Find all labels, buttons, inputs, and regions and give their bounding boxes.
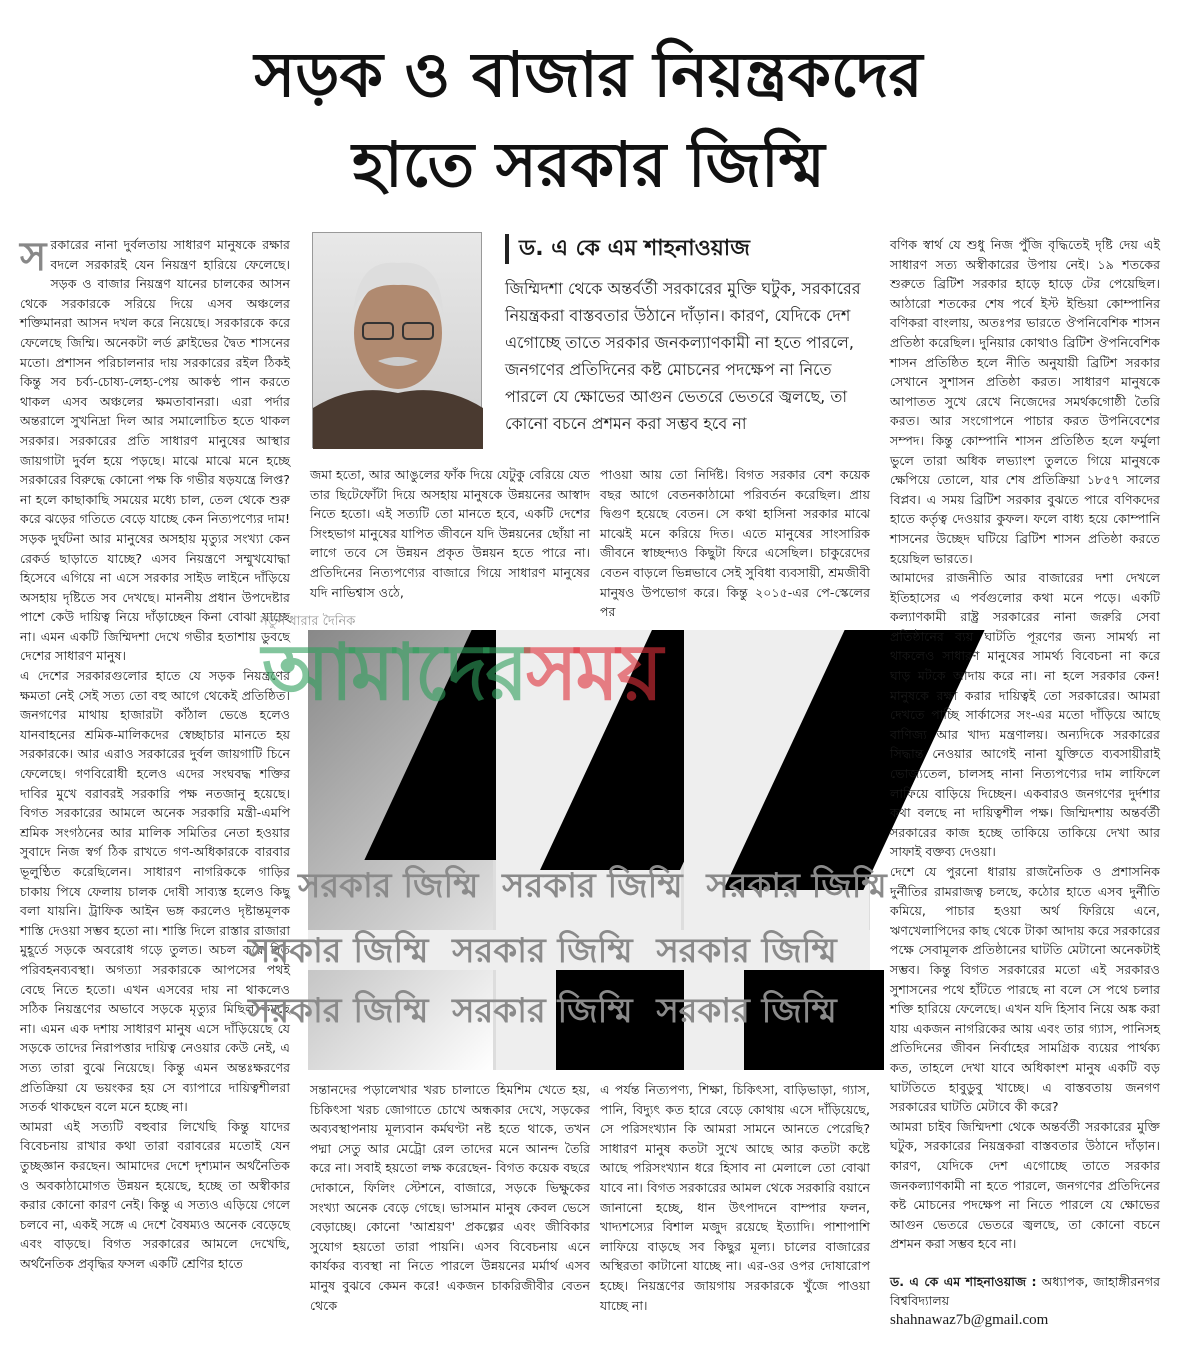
illustration-text: সরকার জিম্মি xyxy=(656,931,837,971)
illustration-text: সরকার জিম্মি xyxy=(656,991,837,1031)
column-1 xyxy=(20,235,290,1340)
illustration-text: সরকার জিম্মি xyxy=(298,866,479,906)
pull-quote: জিম্মিদশা থেকে অন্তর্বর্তী সরকারের মুক্তি ঘটুক, সরকারের নিয়ন্ত্রকরা বাস্তবতার উঠানে দাঁড়ান। কারণ, যেদিকে দেশ এগোচ্ছে তাতে সরকার জনকল্যাণকামী না হতে পারলে, জনগণের প্রতিদিনের কষ্ট মোচনের পদক্ষেপ না নিতে পারলে যে ক্ষোভের আগুন ভেতরে ভেতরে জ্বলছে, তা কোনো বচনে প্রশমন করা সম্ভব হবে না xyxy=(505,279,861,433)
paragraph: রকারের নানা দুর্বলতায় সাধারণ মানুষকে রক্ষার বদলে সরকারই যেন নিয়ন্ত্রণ হারিয়ে ফেলেছে। সড়ক ও বাজার নিয়ন্ত্রণ যানের চালকের আসন থেকে সরকারকে সরিয়ে দিয়ে এসব অঞ্চলের শক্তিমানরা আসন দখল করে নিয়েছে। সরকারকে করে ফেলেছে জিম্মি। অনেকটা লর্ড ক্লাইভের দ্বৈত শাসনের মতো। প্রশাসন পরিচালনার দায় সরকারের রইল ঠিকই কিন্তু সব চর্ব্য-চোষ্য-লেহ্য-পেয় আকণ্ঠ পান করতে থাকল এসব অঞ্চলের ক্ষমতাবানরা। এরা পর্দার অন্তরালে সুখনিদ্রা দিল আর সমালোচিত হতে থাকল সরকার। সরকারের প্রতি সাধারণ মানুষের আস্থার জায়গাটা দুর্বল হয়ে পড়ছে। মাঝে মাঝে মনে হচ্ছে সরকারের বিরুদ্ধে কোনো পক্ষ কি গভীর ষড়যন্ত্রে লিপ্ত? না হলে কাছাকাছি সময়ের মধ্যে চাল, তেল থেকে শুরু করে ঝড়ের গতিতে বেড়ে যাচ্ছে কেন নিত্যপণ্যের দাম! সড়ক দুর্ঘটনা আর মানুষের অসহায় মৃত্যুর সংখ্যা কেন রেকর্ড ছাড়াতে যাচ্ছে? এসব নিয়ন্ত্রণে সম্মুখযোদ্ধা হিসেবে এগিয়ে না এসে সরকার সাইড লাইনে দাঁড়িয়ে অসহায় দৃষ্টিতে সব দেখছে। মাননীয় প্রধান উপদেষ্টার পাশে কেউ দায়িত্ব নিয়ে দাঁড়াচ্ছেন কিনা বোঝা যাচ্ছে না। এমন একটি জিম্মিদশা দেখে গভীর হতাশায় ডুবছে দেশের সাধারণ মানুষ। xyxy=(20,237,290,664)
illustration-text: সরকার জিম্মি xyxy=(452,991,633,1031)
paragraph: আমাদের রাজনীতি আর বাজারের দশা দেখলে ইতিহাসের এ পর্বগুলোর কথা মনে পড়ে। একটি কল্যাণকামী রাষ্ট্র সরকারের নানা জরুরি সেবা প্রতিষ্ঠানের ব্যয় ঘাটতি পূরণের জন্য সামর্থ্য না থাকলেও সাধারণ মানুষের সামর্থ্য বিবেচনা না করে ঘাড় মটকে আদায় করে না। না হলে সরকার কেন! মানুষকে রক্ষা করার দায়িত্বই তো সরকারের। আমরা দেখতে পাচ্ছি সার্কাসের সং-এর মতো দাঁড়িয়ে আছে বাণিজ্য আর খাদ্য মন্ত্রণালয়। অন্যদিকে সরকারের সিদ্ধান্ত নেওয়ার আগেই নানা যুক্তিতে ব্যবসায়ীরাই ভোজ্যতেল, চালসহ নানা নিত্যপণ্যের দাম লাফিলে লাফিয়ে বাড়িয়ে দিচ্ছেন। একবারও জনগণের দুর্দশার কথা বলছে না দায়িত্বশীল পক্ষ। জিম্মিদশায় অন্তর্বর্তী সরকারের কাজ হচ্ছে তাকিয়ে তাকিয়ে দেখা আর সাফাই বক্তব্য দেওয়া। xyxy=(890,570,1160,860)
illustration-text: সরকার জিম্মি xyxy=(248,931,429,971)
paragraph: আমরা চাইব জিম্মিদশা থেকে অন্তর্বর্তী সরকারের মুক্তি ঘটুক, সরকারের নিয়ন্ত্রকরা বাস্তবতার উঠানে দাঁড়ান। কারণ, যেদিকে দেশ এগোচ্ছে তাতে সরকার জনকল্যাণকামী না হতে পারলে, জনগণের প্রতিদিনের কষ্ট মোচনের পদক্ষেপ না নিতে পারলে যে ক্ষোভের আগুন ভেতরে ভেতরে জ্বলছে, তা কোনো বচনে প্রশমন করা সম্ভব হবে না। xyxy=(890,1118,1160,1252)
column-3-bottom: এ পর্যন্ত নিত্যপণ্য, শিক্ষা, চিকিৎসা, বাড়িভাড়া, গ্যাস, পানি, বিদ্যুৎ কত হারে বেড়ে কোথায় এসে দাঁড়িয়েছে, সে পরিসংখ্যান কি আমরা সামনে আনতে পেরেছি? সাধারণ মানুষ কতটা সুখে আছে আর কতটা কষ্টে আছে পরিসংখ্যান ধরে হিসাব না মেলালে তো বোঝা যাবে না। বিগত সরকারের আমল থেকে সরকারি বয়ানে জানানো হচ্ছে, ধান উৎপাদনে বাম্পার ফলন, খাদ্যশস্যের বিশাল মজুদ রয়েছে ইত্যাদি। পাশাপাশি লাফিয়ে বাড়ছে সব কিছুর মূল্য। চালের বাজারের অস্থিরতা কাটানো যাচ্ছে না। এর-ওর ওপর দোষারোপ হচ্ছে। নিয়ন্ত্রণের জায়গায় সরকারকে খুঁজে পাওয়া যাচ্ছে না। xyxy=(600,1082,870,1313)
headline-line-1: সড়ক ও বাজার নিয়ন্ত্রকদের xyxy=(254,38,923,111)
paragraph: দেশে যে পুরনো ধারায় রাজনৈতিক ও প্রশাসনিক দুর্নীতির রামরাজত্ব চলছে, কঠোর হাতে এসব দুর্নীতি কমিয়ে, পাচার হওয়া অর্থ ফিরিয়ে এনে, ঋণখেলাপিদের কাছ থেকে টাকা আদায় করে সরকারের পক্ষে সেবামূলক প্রতিষ্ঠানের ঘাটতি মেটানো অনেকটাই সম্ভব। কিন্তু বিগত সরকারের মতো এই সরকারও সুশাসনের পথে হাঁটতে পারছে না বলে সে পথে চলার শক্তি হারিয়ে ফেলেছে। এখন যদি হিসাব নিয়ে অঙ্ক করা যায় একজন নাগরিকের আয় এবং তার গ্যাস, পানিসহ প্রতিদিনের জীবন নির্বাহের সামগ্রিক ব্যয়ের পার্থক্য কত, তাহলে দেখা যাবে অধিকাংশ মানুষ একটি বড় ঘাটতিতে হাবুডুবু খাচ্ছে। এ বাস্তবতায় জনগণ সরকারের ঘাটতি মেটাবে কী করে? xyxy=(890,864,1160,1115)
drop-cap: স xyxy=(20,234,47,280)
paragraph: এ দেশের সরকারগুলোর হাতে যে সড়ক নিয়ন্ত্রণের ক্ষমতা নেই সেই সত্য তো বহু আগে থেকেই প্রতিষ্ঠিত। জনগণের মাথায় হাজারটা কাঁঠাল ভেঙে হলেও যানবাহনের শ্রমিক-মালিকদের স্বেচ্ছাচার মানতে হয় সরকারকে। আর এরাও সরকারের দুর্বল জায়গাটি চিনে ফেলেছে। গণবিরোধী হলেও এদের সংঘবদ্ধ শক্তির দাবির মুখে বরাবরই সরকারি পক্ষ নতজানু হয়েছে। বিগত সরকারের আমলে অনেক সরকারি মন্ত্রী-এমপি শ্রমিক সংগঠনের আর মালিক সমিতির নেতা হওয়ার সুবাদে নিজ স্বর্গ ঠিক রাখতে গণ-অধিকারকে বারবার ভূলুণ্ঠিত করেছিলেন। সাধারণ নাগরিককে গাড়ির চাকায় পিষে ফেলায় চালক দোষী সাব্যস্ত হলেও কিছু বলা যায়নি। ট্রাফিক আইন ভঙ্গ করলেও দৃষ্টান্তমূলক শাস্তি দেওয়া সম্ভব হতো না। শাস্তি দিলে রাস্তার রাজারা মুহূর্তে সড়কে অবরোধ গড়ে তুলত। অচল করে দিত পরিবহনব্যবস্থা। অগত্যা সরকারকে আপসের পথই বেছে নিতে হতো। এখন এসবের দায় না থাকলেও সঠিক নিয়ন্ত্রণের অভাবে সড়কে মৃত্যুর মিছিল কমছে না। এমন এক দশায় সাধারণ মানুষ এসে দাঁড়িয়েছে যে সড়কে তাদের নিরাপত্তার দায়িত্ব নেওয়ার কেউ নেই, এ সত্য তারা বুঝে নিয়েছে। কিন্তু এমন অন্তঃক্ষরণের প্রতিক্রিয়া যে ভয়ংকর হয় সে ব্যাপারে দায়িত্বশীলরা সতর্ক থাকছেন বলে মনে হচ্ছে না। xyxy=(20,668,290,1115)
column-3-top: পাওয়া আয় তো নির্দিষ্ট। বিগত সরকার বেশ কয়েক বছর আগে বেতনকাঠামো পরিবর্তন করেছিল। প্রায় দ্বিগুণ হয়েছে বেতন। সে কথা হাসিনা সরকার মাঝে মাঝেই মনে করিয়ে দিত। এতে মানুষের সাংসারিক জীবনে স্বাচ্ছন্দ্যও কিছুটা ফিরে এসেছিল। চাকুরেদের বেতন বাড়লে ভিন্নভাবে সেই সুবিধা ব্যবসায়ী, শ্রমজীবী মানুষও উপভোগ করে। কিন্তু ২০১৫-এর পে-স্কেলের পর xyxy=(600,467,870,620)
illustration-text: সরকার জিম্মি xyxy=(706,866,887,906)
headline-line-2: হাতে সরকার জিম্মি xyxy=(352,128,825,201)
illustration-text: সরকার জিম্মি xyxy=(248,991,429,1031)
watermark-tagline: নতুন ধারার দৈনিক xyxy=(260,614,356,629)
column-2-bottom: সন্তানদের পড়ালেখার খরচ চালাতে হিমশিম খেতে হয়, চিকিৎসা খরচ জোগাতে চোখে অন্ধকার দেখে, সড়কের অব্যবস্থাপনায় মূল্যবান কর্মঘণ্টা নষ্ট হতে থাকে, তখন পদ্মা সেতু আর মেট্রো রেল তাদের মনে আনন্দ তৈরি করে না। সবাই হয়তো লক্ষ করেছেন- বিগত কয়েক বছরে দোকানে, ফিলিং স্টেশনে, বাজারে, সড়কে ভিক্ষুকের সংখ্যা অনেক বেড়ে গেছে। ভাসমান মানুষ কেবল ভেসে বেড়াচ্ছে। কোনো 'আশ্রয়ণ' প্রকল্পের এবং জীবিকার সুযোগ হয়তো তারা পায়নি। এসব বিবেচনায় এনে কার্যকর ব্যবস্থা না নিতে পারলে উন্নয়নের মর্মার্থ এসব মানুষ বুঝবে কেমন করে! একজন চাকরিজীবীর বেতন থেকে xyxy=(310,1082,590,1313)
paragraph: বণিক স্বার্থ যে শুধু নিজ পুঁজি বৃদ্ধিতেই দৃষ্টি দেয় এই সাধারণ সত্য অস্বীকারের উপায় নেই। ১৯ শতকের শুরুতে ব্রিটিশ সরকার হাড়ে হাড়ে টের পেয়েছিল। আঠারো শতকের শেষ পর্বে ইস্ট ইন্ডিয়া কোম্পানির বণিকরা বাংলায়, অতঃপর ভারতে ঔপনিবেশিক শাসন প্রতিষ্ঠা করেছিল। দুনিয়ার কোথাও ব্রিটিশ ঔপনিবেশিক শাসন প্রতিষ্ঠিত হলে নীতি অনুযায়ী ব্রিটিশ সরকার সেখানে সুশাসন প্রতিষ্ঠা করত। সাধারণ মানুষকে আপাতত সুখে রেখে নিজেদের সমর্থকগোষ্ঠী তৈরি করত। আর সংগোপনে পাচার করত উপনিবেশের সম্পদ। কিন্তু কোম্পানি শাসন প্রতিষ্ঠিত হলে ফর্মুলা ভুলে তারা অধিক লভ্যাংশ তুলতে গিয়ে মানুষকে ক্ষেপিয়ে তোলে, যার শেষ প্রতিক্রিয়া ১৮৫৭ সালের বিপ্লব। এ সময় ব্রিটিশ সরকার বুঝতে পারে বণিকদের হাতে কর্তৃত্ব দেওয়ার কুফল। ফলে বাধ্য হয়ে কোম্পানি শাসনের উচ্ছেদ ঘটিয়ে ব্রিটিশ শাসন প্রতিষ্ঠা করতে হয়েছিল ভারতে। xyxy=(890,237,1160,566)
column-4 xyxy=(890,235,1160,1340)
author-signature: ড. এ কে এম শাহনাওয়াজ : অধ্যাপক, জাহাঙ্গীরনগর বিশ্ববিদ্যালয় xyxy=(890,1273,1160,1309)
paragraph: আমরা এই সত্যটি বহুবার লিখেছি কিন্তু যাদের বিবেচনায় রাখার কথা তারা বরাবরের মতোই যেন তুচ্ছজ্ঞান করছেন। আমাদের দেশে দৃশ্যমান অর্থনৈতিক ও অবকাঠামোগত উন্নয়ন হয়েছে, হচ্ছে তা অস্বীকার করার কোনো কারণ নেই। কিন্তু এ সত্যও এড়িয়ে গেলে চলবে না, একই সঙ্গে এ দেশে বৈষম্যও অনেক বেড়েছে এবং বাড়ছে। বিগত সরকারের আমলে দেখেছি, অর্থনৈতিক প্রবৃদ্ধির ফসল একটি শ্রেণির হাতে xyxy=(20,1118,290,1271)
illustration-text: সরকার জিম্মি xyxy=(502,866,683,906)
column-2-top: জমা হতো, আর আঙুলের ফাঁক দিয়ে যেটুকু বেরিয়ে যেত তার ছিটেফোঁটা দিয়ে অসহায় মানুষকে উন্নয়নের আস্বাদ নিতে হতো। এই সত্যটি তো মানতে হবে, একটি দেশের সিংহভাগ মানুষের যাপিত জীবনে যদি উন্নয়নের ছোঁয়া না লাগে তবে সে উন্নয়ন প্রকৃত উন্নয়ন হতে পারে না। প্রতিদিনের নিত্যপণ্যের বাজারে গিয়ে সাধারণ মানুষের যদি নাভিশ্বাস ওঠে, xyxy=(310,467,590,600)
author-byline: ড. এ কে এম শাহনাওয়াজ xyxy=(505,234,835,264)
author-photo xyxy=(312,232,482,448)
watermark-logo: আমাদেরসময় xyxy=(262,628,661,718)
illustration-text: সরকার জিম্মি xyxy=(452,931,633,971)
author-email[interactable]: shahnawaz7b@gmail.com xyxy=(890,1312,1049,1329)
